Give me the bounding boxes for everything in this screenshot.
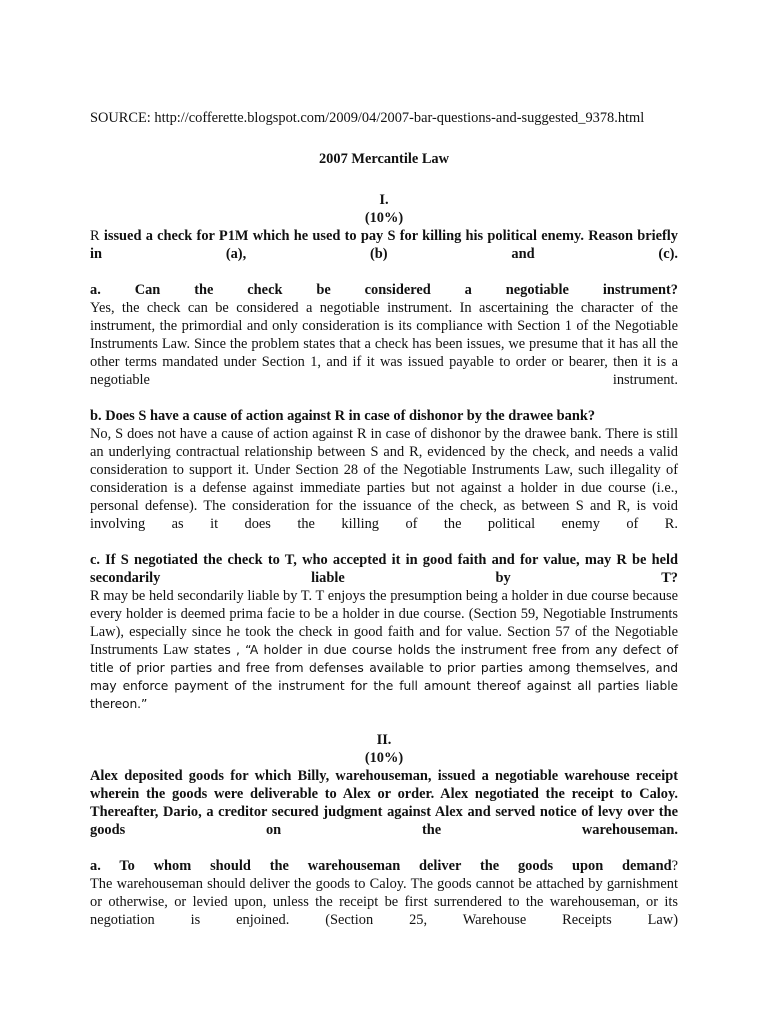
spacer bbox=[90, 533, 678, 551]
answer-1a: Yes, the check can be considered a negotiable instrument. In ascertaining the character of the instrument, the primordial and only consideration is its compliance with Section 1 of the Negotiable Instruments Law. Since the problem states that a check has been issues, we presume that it has all the other terms mandated under Section 1, and if it was issued payable to order or bearer, then it is a negotiable instrument. bbox=[90, 300, 678, 388]
spacer bbox=[90, 263, 678, 281]
section-2-weight: (10%) bbox=[364, 750, 404, 766]
prompt-text: issued a check for P1M which he used to pay S for killing his political enemy. Reason briefly in (a), (b) and (c). bbox=[90, 228, 678, 262]
section-2 bbox=[90, 731, 678, 929]
source-line: SOURCE: http://cofferette.blogspot.com/2009/04/2007-bar-questions-and-suggested_9378.html bbox=[90, 110, 645, 126]
spacer bbox=[90, 839, 678, 857]
question-1c: c. If S negotiated the check to T, who accepted it in good faith and for value, may R be held secondarily liable by T? bbox=[90, 552, 678, 586]
spacer bbox=[90, 389, 678, 407]
answer-1c-quote: states , “A holder in due course holds the instrument free from any defect of title of prior parties and free from defenses available to prior parties among themselves, and may enforce payment of the instrument for the full amount thereof against all parties liable thereon.” bbox=[90, 643, 678, 711]
question-1b: b. Does S have a cause of action against R in case of dishonor by the drawee bank? bbox=[90, 408, 596, 424]
answer-1c-text: R may be held secondarily liable by T. T enjoys the presumption being a holder in due course because every holder is deemed prima facie to be a holder in due course. (Section 59, Negotiable Instruments Law), especially since he took the check in good faith and for value. Section 57 of the Negotiable Instruments Law bbox=[90, 588, 678, 658]
answer-1c bbox=[90, 587, 678, 713]
document-title: 2007 Mercantile Law bbox=[318, 151, 450, 167]
section-2-prompt: Alex deposited goods for which Billy, warehouseman, issued a negotiable warehouse receipt wherein the goods were deliverable to Alex or order. Alex negotiated the receipt to Caloy. Thereafter, Dario, a creditor secured judgment against Alex and served notice of levy over the goods on the warehouseman. bbox=[90, 768, 678, 838]
document-page bbox=[90, 109, 678, 929]
section-1-prompt bbox=[90, 227, 678, 263]
question-1a: a. Can the check be considered a negotiable instrument? bbox=[90, 282, 678, 298]
section-1-numeral: I. bbox=[379, 192, 389, 208]
section-1-weight: (10%) bbox=[364, 210, 404, 226]
prompt-subject: R bbox=[90, 228, 100, 244]
answer-2a: The warehouseman should deliver the goods to Caloy. The goods cannot be attached by garnishment or otherwise, or levied upon, unless the receipt be first surrendered to the warehouseman, or its negotiation is enjoined. (Section 25, Warehouse Receipts Law) bbox=[90, 876, 678, 928]
answer-1b: No, S does not have a cause of action against R in case of dishonor by the drawee bank. There is still an underlying contractual relationship between S and R, evidenced by the check, and needs a valid consideration to support it. Under Section 28 of the Negotiable Instruments Law, such illegality of consideration is a defense against immediate parties but not against a holder in due course (i.e., personal defense). The consideration for the issuance of the check, as between S and R, is void involving as it does the killing of the political enemy of R. bbox=[90, 426, 678, 532]
section-1 bbox=[90, 191, 678, 731]
question-2a-mark: ? bbox=[671, 858, 678, 874]
question-2a bbox=[90, 857, 678, 875]
spacer bbox=[90, 713, 678, 731]
question-2a-text: a. To whom should the warehouseman deliver the goods upon demand bbox=[90, 858, 672, 874]
section-2-numeral: II. bbox=[376, 732, 392, 748]
